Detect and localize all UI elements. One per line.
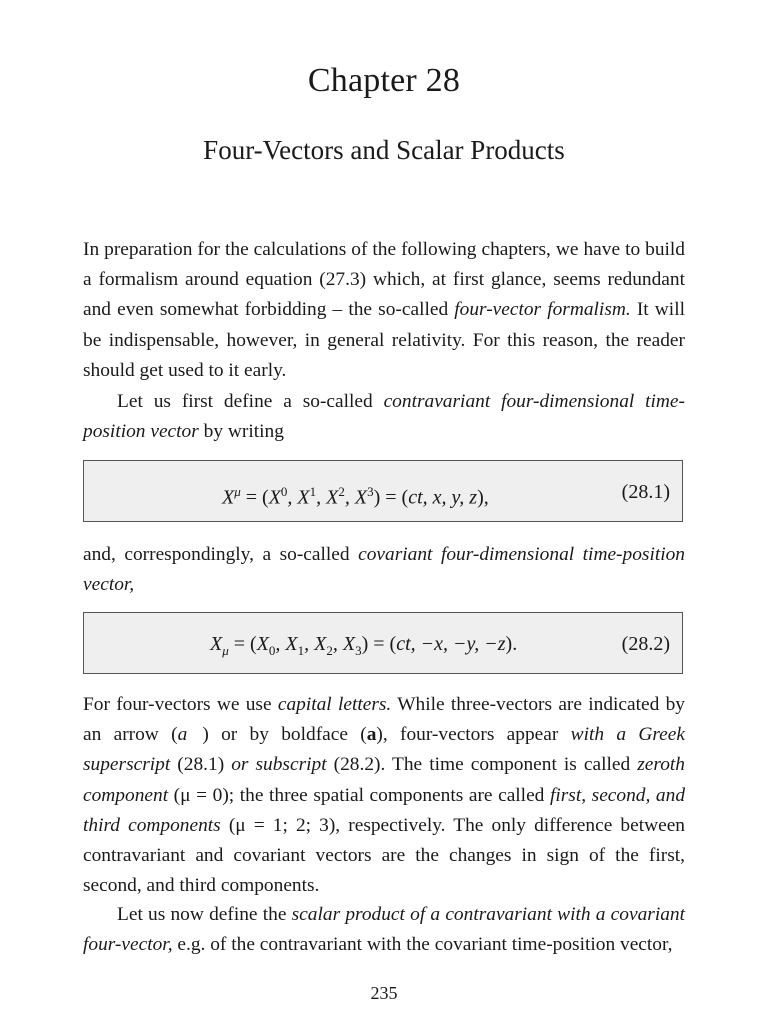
- text-run: (μ = 1; 2; 3), respectively. The only difference between contravariant and covariant vectors are the changes in sign of the first, second, and third components.: [83, 814, 685, 897]
- text-run: and, correspondingly, a so-called: [83, 544, 359, 565]
- text-run: ), four-vectors appear: [376, 724, 571, 746]
- text-run: For four-vectors we use: [83, 694, 278, 715]
- equation-28-1: $X^\mu = (X^0$, $X^1$, $X^2$, $X^3) = (ct$, x, y, z),: [222, 484, 489, 509]
- notation-paragraph: [83, 690, 685, 901]
- equation-box-28-2: [83, 612, 683, 674]
- equation-28-2: $X_\mu = (X_0$, $X_1$, $X_2$, $X_3) = (ct$, −x, −y, −z).: [210, 633, 518, 658]
- text-run: Let us now define the: [117, 904, 292, 925]
- equation-number: (28.2): [621, 633, 670, 655]
- text-run: Let us first define a so-called: [117, 391, 384, 412]
- emphasis: scalar product of a contravariant with a covariant four-vector,: [83, 904, 685, 956]
- text-run: e.g. of the contravariant with the covariant time-position vector,: [172, 934, 673, 956]
- chapter-subtitle: Four-Vectors and Scalar Products: [203, 135, 565, 165]
- text-run: ) or by boldface (: [202, 724, 367, 746]
- emphasis: with a Greek superscript: [83, 724, 685, 776]
- page-number: 235: [370, 983, 398, 1003]
- emphasis: zeroth component: [83, 754, 685, 806]
- boldface-symbol: a: [366, 724, 377, 746]
- emphasis: or subscript: [231, 754, 327, 776]
- definition-paragraph: [83, 387, 685, 447]
- text-run: (μ = 0); the three spatial components are called: [168, 784, 550, 806]
- vector-arrow-symbol: a⃗: [177, 724, 203, 746]
- equation-box-28-1: [83, 460, 683, 522]
- emphasis: capital letters.: [277, 694, 392, 715]
- text-run: by writing: [198, 421, 284, 443]
- text-run: In preparation for the calculations of the following chapters, we have to build a formalism around equation (27.3) which, at first glance, seems redundant and even somewhat forbidding – the so-called: [83, 239, 685, 321]
- text-run: (28.1): [170, 754, 232, 776]
- scalar-product-paragraph: [83, 900, 685, 960]
- chapter-title: Chapter 28: [307, 62, 461, 99]
- equation-number: (28.1): [621, 481, 670, 503]
- emphasis: covariant four-dimensional time-position vector,: [83, 544, 685, 596]
- emphasis: first, second, and third components: [83, 784, 686, 836]
- text-run: It will be indispensable, however, in general relativity. For this reason, the reader should get used to it early.: [83, 299, 685, 381]
- covariant-paragraph: [83, 540, 685, 600]
- text-run: (28.2). The time component is called: [326, 754, 638, 776]
- text-run: While three-vectors are indicated by an arrow (: [83, 694, 685, 746]
- emphasis: contravariant four-dimensional time-position vector: [83, 391, 685, 443]
- intro-paragraph: [83, 235, 685, 386]
- emphasis: four-vector formalism.: [454, 299, 631, 321]
